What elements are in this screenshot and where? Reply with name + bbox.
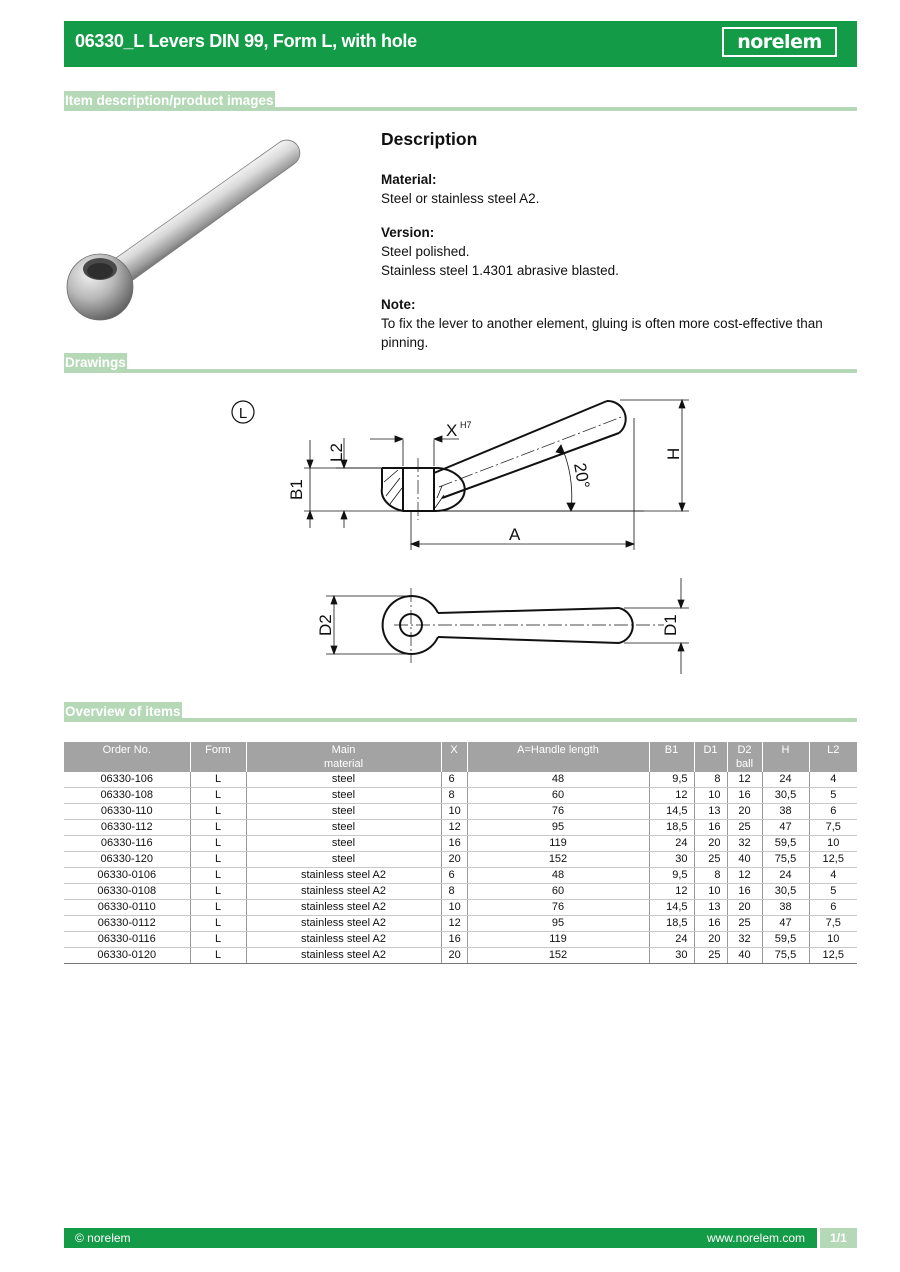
cell-h: 38 <box>762 900 809 916</box>
cell-form: L <box>190 788 246 804</box>
cell-d1: 8 <box>694 868 727 884</box>
cell-h: 75,5 <box>762 948 809 964</box>
column-header-text: D1 <box>703 744 718 756</box>
cell-l2: 4 <box>809 868 857 884</box>
cell-main-material: stainless steel A2 <box>246 916 441 932</box>
cell-order-no: 06330-108 <box>64 788 190 804</box>
column-header-text: H <box>781 744 790 756</box>
cell-d2-ball: 32 <box>727 932 762 948</box>
cell-form: L <box>190 804 246 820</box>
cell-d1: 25 <box>694 852 727 868</box>
dim-a-label: A <box>509 525 521 544</box>
cell-handle-length: 119 <box>467 932 649 948</box>
technical-drawing <box>64 378 857 698</box>
material-text: Steel or stainless steel A2. <box>381 191 540 206</box>
cell-handle-length: 152 <box>467 852 649 868</box>
cell-d2-ball: 12 <box>727 868 762 884</box>
form-label: L <box>238 405 248 422</box>
cell-b1: 24 <box>649 836 694 852</box>
table-row <box>64 788 857 804</box>
cell-d1: 10 <box>694 788 727 804</box>
version-label: Version: <box>381 225 435 240</box>
cell-h: 30,5 <box>762 788 809 804</box>
footer-copyright: © norelem <box>75 1231 131 1245</box>
cell-form: L <box>190 820 246 836</box>
header-bar <box>64 21 857 67</box>
cell-d2-ball: 16 <box>727 884 762 900</box>
cell-order-no: 06330-112 <box>64 820 190 836</box>
cell-handle-length: 152 <box>467 948 649 964</box>
cell-order-no: 06330-0110 <box>64 900 190 916</box>
cell-h: 59,5 <box>762 836 809 852</box>
cell-x: 16 <box>441 932 467 948</box>
cell-l2: 5 <box>809 788 857 804</box>
cell-main-material: stainless steel A2 <box>246 868 441 884</box>
dim-a <box>411 418 634 550</box>
cell-main-material: stainless steel A2 <box>246 884 441 900</box>
cell-h: 47 <box>762 820 809 836</box>
cell-handle-length: 76 <box>467 804 649 820</box>
cell-h: 75,5 <box>762 852 809 868</box>
cell-x: 12 <box>441 820 467 836</box>
cell-form: L <box>190 884 246 900</box>
dim-d1-label: D1 <box>661 614 680 636</box>
cell-handle-length: 95 <box>467 916 649 932</box>
table-row <box>64 772 857 788</box>
table-row <box>64 916 857 932</box>
cell-d2-ball: 25 <box>727 916 762 932</box>
cell-handle-length: 119 <box>467 836 649 852</box>
cell-x: 10 <box>441 900 467 916</box>
material-label: Material: <box>381 172 437 187</box>
column-header-text: Order No. <box>102 744 151 756</box>
section-drawings-header <box>64 353 857 373</box>
cell-d1: 20 <box>694 932 727 948</box>
cell-x: 20 <box>441 948 467 964</box>
page-number: 1/1 <box>820 1228 857 1248</box>
cell-d1: 16 <box>694 820 727 836</box>
section-overview-label: Overview of items <box>64 702 182 722</box>
cell-main-material: stainless steel A2 <box>246 948 441 964</box>
cell-main-material: steel <box>246 852 441 868</box>
column-header-x <box>441 742 467 772</box>
cell-x: 6 <box>441 772 467 788</box>
cell-d1: 13 <box>694 804 727 820</box>
cell-x: 8 <box>441 788 467 804</box>
dim-x <box>370 436 459 466</box>
column-header-d1 <box>694 742 727 772</box>
cell-main-material: steel <box>246 836 441 852</box>
footer-url-link[interactable]: www.norelem.com <box>706 1231 805 1245</box>
table-row <box>64 820 857 836</box>
section-product-label: Item description/product images <box>64 91 275 111</box>
cell-b1: 14,5 <box>649 804 694 820</box>
material-block <box>381 170 861 208</box>
table-header <box>64 742 857 772</box>
table-row <box>64 804 857 820</box>
cell-d1: 16 <box>694 916 727 932</box>
cell-d2-ball: 25 <box>727 820 762 836</box>
dim-x-label: X <box>446 421 458 440</box>
column-header-order-no <box>64 742 190 772</box>
description-block <box>381 128 861 367</box>
cell-d2-ball: 40 <box>727 948 762 964</box>
cell-order-no: 06330-0116 <box>64 932 190 948</box>
cell-form: L <box>190 772 246 788</box>
cell-order-no: 06330-106 <box>64 772 190 788</box>
product-image <box>64 127 324 327</box>
cell-form: L <box>190 852 246 868</box>
section-overview-header <box>64 702 857 722</box>
note-label: Note: <box>381 297 416 312</box>
column-header-text: ball <box>735 758 754 770</box>
cell-d1: 10 <box>694 884 727 900</box>
table-row <box>64 868 857 884</box>
center-lines <box>394 416 664 663</box>
column-header-d2-ball <box>727 742 762 772</box>
cell-d2-ball: 40 <box>727 852 762 868</box>
cell-form: L <box>190 916 246 932</box>
logo-text: norelem <box>737 31 822 53</box>
cell-main-material: steel <box>246 804 441 820</box>
cell-h: 59,5 <box>762 932 809 948</box>
cell-handle-length: 60 <box>467 884 649 900</box>
cell-order-no: 06330-0112 <box>64 916 190 932</box>
cell-b1: 12 <box>649 884 694 900</box>
table-row <box>64 852 857 868</box>
column-header-h <box>762 742 809 772</box>
cell-l2: 6 <box>809 900 857 916</box>
cell-h: 24 <box>762 772 809 788</box>
cell-b1: 18,5 <box>649 916 694 932</box>
cell-b1: 18,5 <box>649 820 694 836</box>
cell-b1: 12 <box>649 788 694 804</box>
cell-main-material: steel <box>246 772 441 788</box>
cell-main-material: stainless steel A2 <box>246 900 441 916</box>
table-row <box>64 884 857 900</box>
cell-order-no: 06330-120 <box>64 852 190 868</box>
items-table <box>64 742 857 964</box>
cell-d1: 25 <box>694 948 727 964</box>
cell-l2: 12,5 <box>809 948 857 964</box>
cell-main-material: stainless steel A2 <box>246 932 441 948</box>
cell-d2-ball: 12 <box>727 772 762 788</box>
cell-l2: 6 <box>809 804 857 820</box>
section-product-header <box>64 91 857 111</box>
cell-order-no: 06330-116 <box>64 836 190 852</box>
dim-d2-label: D2 <box>316 614 335 636</box>
cell-form: L <box>190 836 246 852</box>
cell-l2: 10 <box>809 836 857 852</box>
cell-handle-length: 60 <box>467 788 649 804</box>
dim-b1-label: B1 <box>287 479 306 500</box>
cell-handle-length: 48 <box>467 772 649 788</box>
column-header-handle-length <box>467 742 649 772</box>
cell-x: 16 <box>441 836 467 852</box>
cell-l2: 7,5 <box>809 820 857 836</box>
version-line: Steel polished. <box>381 244 470 259</box>
cell-x: 6 <box>441 868 467 884</box>
cell-form: L <box>190 900 246 916</box>
table-body <box>64 772 857 964</box>
cell-x: 20 <box>441 852 467 868</box>
column-header-text: Form <box>205 744 231 756</box>
side-view <box>382 401 626 511</box>
cell-handle-length: 95 <box>467 820 649 836</box>
cell-b1: 30 <box>649 948 694 964</box>
cell-order-no: 06330-0106 <box>64 868 190 884</box>
cell-b1: 30 <box>649 852 694 868</box>
section-drawings-label: Drawings <box>64 353 127 373</box>
cell-x: 10 <box>441 804 467 820</box>
table-row <box>64 948 857 964</box>
table-row <box>64 836 857 852</box>
cell-l2: 4 <box>809 772 857 788</box>
cell-order-no: 06330-0120 <box>64 948 190 964</box>
page-title: 06330_L Levers DIN 99, Form L, with hole <box>75 31 417 51</box>
note-text: To fix the lever to another element, gluing is often more cost-effective than pinning. <box>381 316 823 350</box>
cell-handle-length: 48 <box>467 868 649 884</box>
version-block <box>381 223 861 280</box>
column-header-l2 <box>809 742 857 772</box>
cell-handle-length: 76 <box>467 900 649 916</box>
column-header-text: A=Handle length <box>517 744 599 756</box>
column-header-main-material <box>246 742 441 772</box>
cell-h: 38 <box>762 804 809 820</box>
column-header-b1 <box>649 742 694 772</box>
cell-x: 8 <box>441 884 467 900</box>
dim-angle-label: 20° <box>570 461 594 491</box>
version-line: Stainless steel 1.4301 abrasive blasted. <box>381 263 619 278</box>
cell-b1: 9,5 <box>649 772 694 788</box>
cell-h: 30,5 <box>762 884 809 900</box>
cell-form: L <box>190 948 246 964</box>
column-header-text: D2 <box>737 744 752 756</box>
cell-order-no: 06330-110 <box>64 804 190 820</box>
cell-l2: 5 <box>809 884 857 900</box>
note-block <box>381 295 861 352</box>
cell-d1: 13 <box>694 900 727 916</box>
footer-bar <box>64 1228 817 1248</box>
column-header-text: X <box>450 744 458 756</box>
cell-d2-ball: 20 <box>727 804 762 820</box>
cell-main-material: steel <box>246 820 441 836</box>
cell-b1: 14,5 <box>649 900 694 916</box>
cell-l2: 12,5 <box>809 852 857 868</box>
cell-d2-ball: 20 <box>727 900 762 916</box>
column-header-text: L2 <box>827 744 840 756</box>
cell-d1: 8 <box>694 772 727 788</box>
cell-h: 24 <box>762 868 809 884</box>
table-row <box>64 900 857 916</box>
description-heading: Description <box>381 129 478 149</box>
column-header-text: material <box>323 758 364 770</box>
cell-form: L <box>190 932 246 948</box>
cell-d1: 20 <box>694 836 727 852</box>
norelem-logo <box>722 27 837 57</box>
table-row <box>64 932 857 948</box>
dim-l2-label: L2 <box>327 443 346 462</box>
cell-form: L <box>190 868 246 884</box>
cell-b1: 24 <box>649 932 694 948</box>
cell-d2-ball: 32 <box>727 836 762 852</box>
cell-main-material: steel <box>246 788 441 804</box>
column-header-text: B1 <box>664 744 679 756</box>
dim-x-tolerance: H7 <box>460 420 472 430</box>
column-header-text: Main <box>331 744 356 756</box>
cell-d2-ball: 16 <box>727 788 762 804</box>
cell-l2: 7,5 <box>809 916 857 932</box>
cell-b1: 9,5 <box>649 868 694 884</box>
dim-h-label: H <box>664 447 683 460</box>
cell-l2: 10 <box>809 932 857 948</box>
column-header-form <box>190 742 246 772</box>
cell-h: 47 <box>762 916 809 932</box>
cell-order-no: 06330-0108 <box>64 884 190 900</box>
cell-x: 12 <box>441 916 467 932</box>
